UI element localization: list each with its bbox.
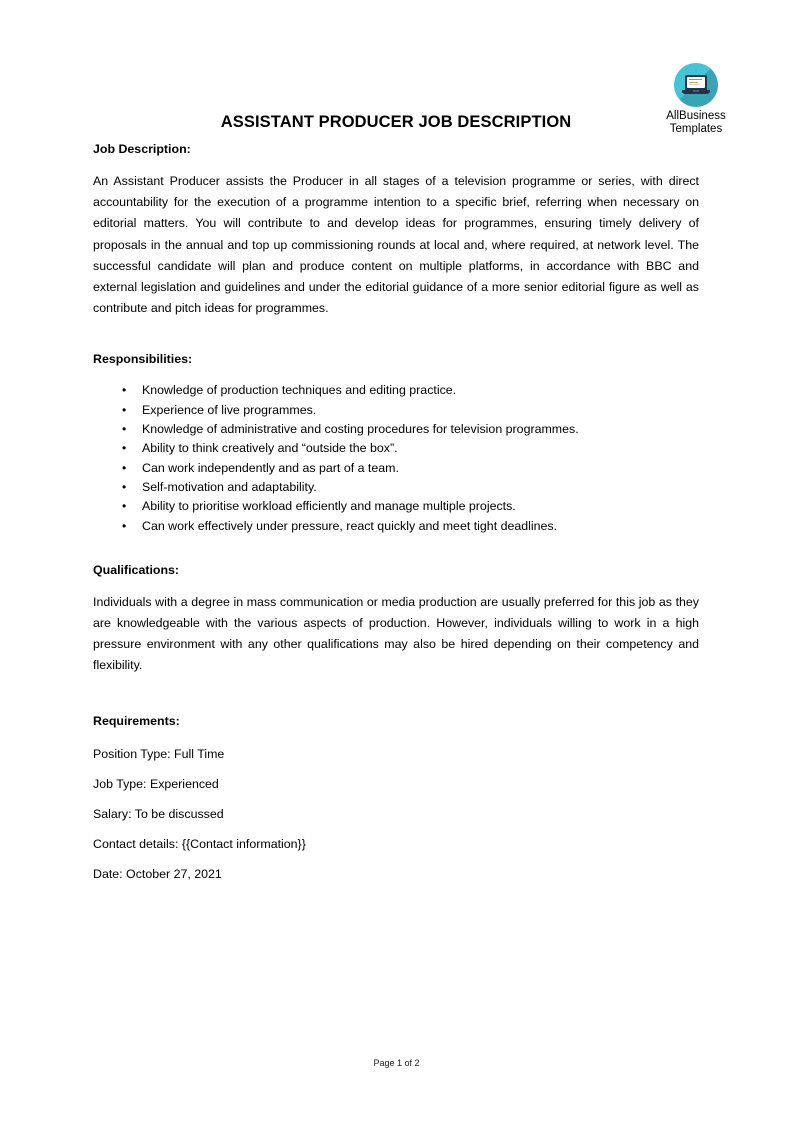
page-title: ASSISTANT PRODUCER JOB DESCRIPTION	[220, 113, 572, 131]
list-item: • Ability to think creatively and “outside the box”.	[93, 439, 699, 458]
logo-wordmark-line1: AllBusiness	[666, 110, 726, 122]
requirement-salary: Salary: To be discussed	[93, 806, 224, 821]
requirement-date: Date: October 27, 2021	[93, 866, 222, 881]
list-item: • Knowledge of administrative and costing procedures for television programmes.	[93, 420, 699, 439]
document-body	[93, 0, 699, 889]
requirement-position-type: Position Type: Full Time	[93, 746, 225, 761]
section-heading-requirements: Requirements:	[93, 713, 180, 728]
section-heading-job-description: Job Description:	[93, 142, 191, 156]
list-item: • Can work independently and as part of a team.	[93, 459, 699, 478]
page-footer: Page 1 of 2	[373, 1058, 420, 1068]
list-item: • Ability to prioritise workload efficiently and manage multiple projects.	[93, 497, 699, 516]
section-heading-qualifications: Qualifications:	[93, 562, 180, 577]
qualifications-paragraph: Individuals with a degree in mass communication or media production are usually preferred for this job as they are knowledgeable with the various aspects of production. However, individuals willing to work in a high pressure environment with any other qualifications may also be hired depending on their competency and flexibility.	[93, 594, 699, 673]
list-item: • Self-motivation and adaptability.	[93, 478, 699, 497]
requirement-job-type: Job Type: Experienced	[93, 776, 219, 791]
list-item: • Knowledge of production techniques and editing practice.	[93, 381, 699, 400]
requirement-contact-details: Contact details: {{Contact information}}	[93, 836, 306, 851]
responsibilities-list	[93, 381, 699, 535]
list-item: • Can work effectively under pressure, react quickly and meet tight deadlines.	[93, 517, 699, 536]
logo-wordmark-line2: Templates	[669, 123, 723, 135]
list-item: • Experience of live programmes.	[93, 401, 699, 420]
section-heading-responsibilities: Responsibilities:	[93, 352, 193, 367]
job-description-paragraph: An Assistant Producer assists the Producer in all stages of a television programme or series, with direct accountability for the execution of a programme intention to a specific brief, referring when necessary on editorial matters. You will contribute to and develop ideas for programmes, ensuring timely delivery of proposals in the annual and top up commissioning rounds at local and, where required, at network level. The successful candidate will plan and produce content on multiple platforms, in accordance with BBC and external legislation and guidelines and under the editorial guidance of a more senior editorial figure as well as contribute and pitch ideas for programmes.	[93, 174, 699, 316]
